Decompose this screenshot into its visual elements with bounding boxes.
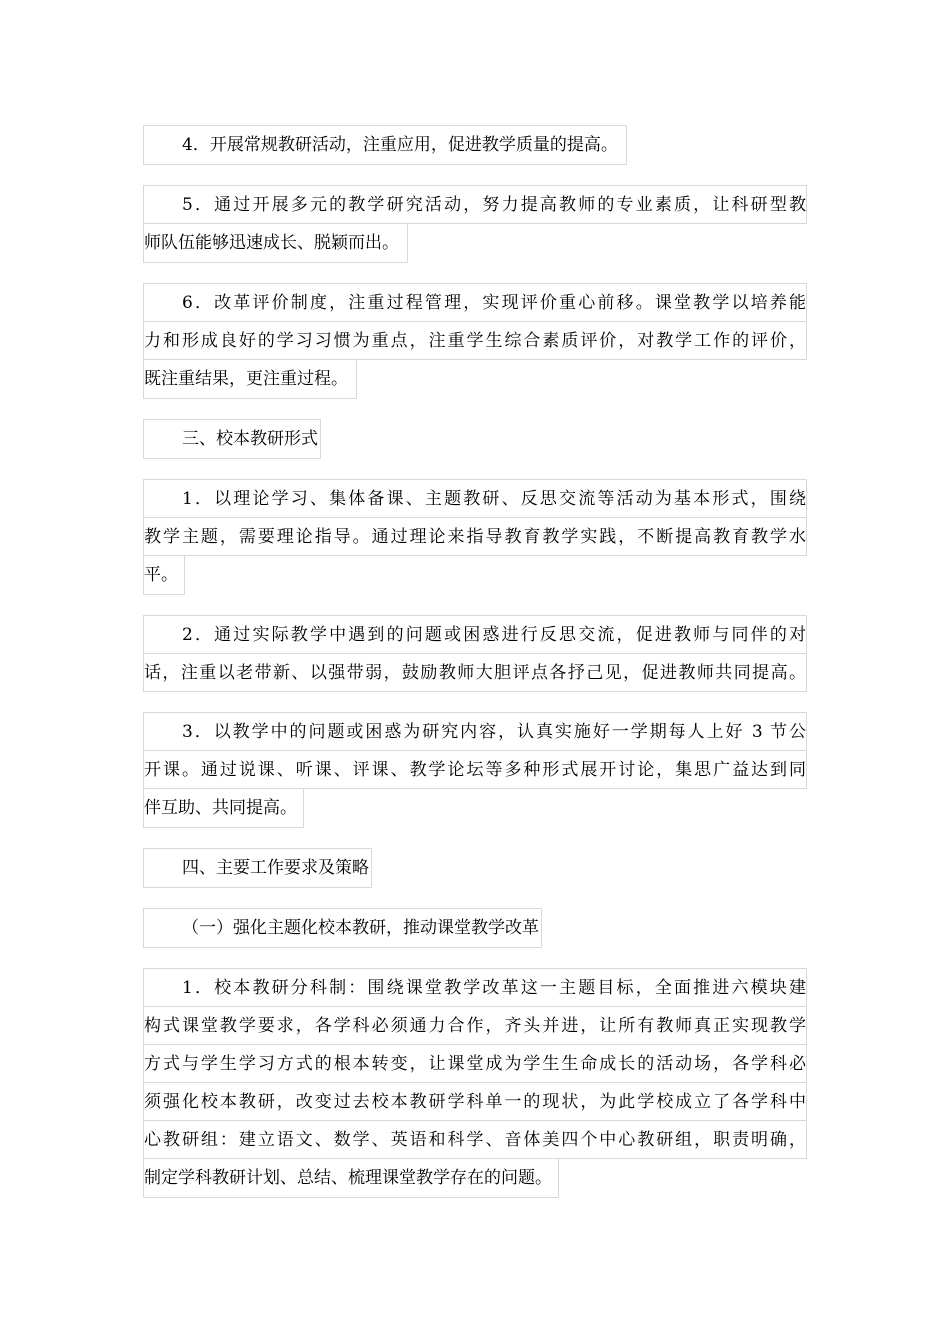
text-line: 3．以教学中的问题或困惑为研究内容，认真实施好一学期每人上好 3 节公 — [143, 712, 807, 751]
text-line: 1．校本教研分科制：围绕课堂教学改革这一主题目标，全面推进六模块建 — [143, 968, 807, 1007]
text-line: 教学主题，需要理论指导。通过理论来指导教育教学实践，不断提高教育教学水 — [143, 518, 807, 556]
text-line: 6．改革评价制度，注重过程管理，实现评价重心前移。课堂教学以培养能 — [143, 283, 807, 322]
text-line: 5．通过开展多元的教学研究活动，努力提高教师的专业素质，让科研型教 — [143, 185, 807, 224]
section-heading-3 — [143, 419, 807, 459]
text-line: 制定学科教研计划、总结、梳理课堂教学存在的问题。 — [143, 1159, 559, 1198]
paragraph-item-4 — [143, 125, 807, 165]
text-line: 1．以理论学习、集体备课、主题教研、反思交流等活动为基本形式，围绕 — [143, 479, 807, 518]
text-line: 构式课堂教学要求，各学科必须通力合作，齐头并进，让所有教师真正实现教学 — [143, 1007, 807, 1045]
section-heading-4 — [143, 848, 807, 888]
text-line: 师队伍能够迅速成长、脱颖而出。 — [143, 224, 408, 263]
document-page — [143, 125, 807, 1198]
heading-line: （一）强化主题化校本教研，推动课堂教学改革 — [143, 908, 542, 948]
paragraph-strategy-1 — [143, 968, 807, 1198]
text-line: 既注重结果，更注重过程。 — [143, 360, 357, 399]
text-line: 话，注重以老带新、以强带弱，鼓励教师大胆评点各抒己见，促进教师共同提高。 — [143, 654, 807, 692]
text-line: 心教研组：建立语文、数学、英语和科学、音体美四个中心教研组，职责明确， — [143, 1121, 807, 1159]
paragraph-form-3 — [143, 712, 807, 828]
text-line: 须强化校本教研，改变过去校本教研学科单一的现状，为此学校成立了各学科中 — [143, 1083, 807, 1121]
paragraph-form-2 — [143, 615, 807, 692]
text-line: 平。 — [143, 556, 185, 595]
text-line: 伴互助、共同提高。 — [143, 789, 304, 828]
text-line: 力和形成良好的学习习惯为重点，注重学生综合素质评价，对教学工作的评价， — [143, 322, 807, 360]
heading-line: 四、主要工作要求及策略 — [143, 848, 372, 888]
subsection-heading-1 — [143, 908, 807, 948]
paragraph-item-5 — [143, 185, 807, 263]
text-line: 4．开展常规教研活动，注重应用，促进教学质量的提高。 — [143, 125, 627, 165]
paragraph-form-1 — [143, 479, 807, 595]
text-line: 开课。通过说课、听课、评课、教学论坛等多种形式展开讨论，集思广益达到同 — [143, 751, 807, 789]
text-line: 方式与学生学习方式的根本转变，让课堂成为学生生命成长的活动场，各学科必 — [143, 1045, 807, 1083]
paragraph-item-6 — [143, 283, 807, 399]
text-line: 2．通过实际教学中遇到的问题或困惑进行反思交流，促进教师与同伴的对 — [143, 615, 807, 654]
heading-line: 三、校本教研形式 — [143, 419, 321, 459]
